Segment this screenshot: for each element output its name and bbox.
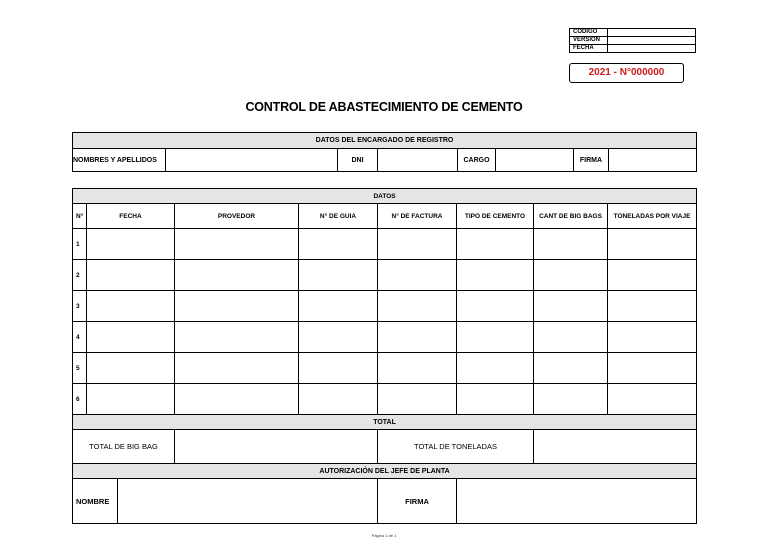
cell-fecha[interactable]	[87, 260, 175, 291]
jefe-firma-label: FIRMA	[378, 479, 457, 524]
cell-big-bags[interactable]	[534, 322, 608, 353]
cell-big-bags[interactable]	[534, 353, 608, 384]
total-big-bag-field[interactable]	[175, 430, 378, 464]
cell-toneladas[interactable]	[608, 353, 697, 384]
datos-table	[72, 188, 697, 524]
cell-provedor[interactable]	[175, 291, 299, 322]
table-row	[73, 291, 697, 322]
cell-guia[interactable]	[299, 260, 378, 291]
autorizacion-heading: AUTORIZACIÓN DEL JEFE DE PLANTA	[73, 464, 697, 479]
cell-toneladas[interactable]	[608, 260, 697, 291]
jefe-nombre-label: NOMBRE	[73, 479, 118, 524]
cell-provedor[interactable]	[175, 229, 299, 260]
cell-tipo-cemento[interactable]	[457, 229, 534, 260]
registro-heading: DATOS DEL ENCARGADO DE REGISTRO	[73, 133, 697, 149]
firma-field[interactable]	[609, 149, 697, 172]
column-header-numero: N°	[73, 204, 87, 229]
cell-factura[interactable]	[378, 322, 457, 353]
total-big-bag-label: TOTAL DE BIG BAG	[73, 430, 175, 464]
serial-number-badge: 2021 - N°000000	[569, 63, 684, 83]
cargo-field[interactable]	[496, 149, 574, 172]
total-heading: TOTAL	[73, 415, 697, 430]
nombres-label: NOMBRES Y APELLIDOS	[73, 149, 166, 172]
firma-label: FIRMA	[574, 149, 609, 172]
column-header-fecha: FECHA	[87, 204, 175, 229]
column-header-big-bags: CANT DE BIG BAGS	[534, 204, 608, 229]
cell-fecha[interactable]	[87, 291, 175, 322]
cell-fecha[interactable]	[87, 353, 175, 384]
table-row	[73, 260, 697, 291]
cell-toneladas[interactable]	[608, 322, 697, 353]
row-number: 6	[73, 384, 87, 415]
cell-factura[interactable]	[378, 353, 457, 384]
cell-factura[interactable]	[378, 384, 457, 415]
cell-factura[interactable]	[378, 291, 457, 322]
table-row	[73, 322, 697, 353]
cell-tipo-cemento[interactable]	[457, 291, 534, 322]
cell-big-bags[interactable]	[534, 260, 608, 291]
cell-guia[interactable]	[299, 291, 378, 322]
fecha-value[interactable]	[608, 45, 696, 53]
cell-guia[interactable]	[299, 322, 378, 353]
jefe-nombre-field[interactable]	[118, 479, 378, 524]
dni-field[interactable]	[378, 149, 458, 172]
cell-toneladas[interactable]	[608, 384, 697, 415]
cell-provedor[interactable]	[175, 322, 299, 353]
row-number: 1	[73, 229, 87, 260]
total-toneladas-label: TOTAL DE TONELADAS	[378, 430, 534, 464]
total-toneladas-field[interactable]	[534, 430, 697, 464]
cell-tipo-cemento[interactable]	[457, 260, 534, 291]
column-header-tipo-cemento: TIPO DE CEMENTO	[457, 204, 534, 229]
cell-fecha[interactable]	[87, 229, 175, 260]
row-number: 4	[73, 322, 87, 353]
cell-big-bags[interactable]	[534, 291, 608, 322]
row-number: 5	[73, 353, 87, 384]
cell-fecha[interactable]	[87, 384, 175, 415]
table-row	[73, 384, 697, 415]
datos-heading: DATOS	[73, 189, 697, 204]
column-header-toneladas: TONELADAS POR VIAJE	[608, 204, 697, 229]
version-label: VERSIÓN	[570, 37, 608, 45]
cell-guia[interactable]	[299, 384, 378, 415]
cell-big-bags[interactable]	[534, 229, 608, 260]
cell-toneladas[interactable]	[608, 291, 697, 322]
cell-fecha[interactable]	[87, 322, 175, 353]
dni-label: DNI	[338, 149, 378, 172]
cargo-label: CARGO	[458, 149, 496, 172]
jefe-firma-field[interactable]	[457, 479, 697, 524]
row-number: 2	[73, 260, 87, 291]
cell-provedor[interactable]	[175, 384, 299, 415]
document-code-box	[569, 28, 696, 53]
cell-factura[interactable]	[378, 260, 457, 291]
table-row	[73, 229, 697, 260]
nombres-field[interactable]	[166, 149, 338, 172]
cell-provedor[interactable]	[175, 260, 299, 291]
fecha-label: FECHA	[570, 45, 608, 53]
cell-toneladas[interactable]	[608, 229, 697, 260]
column-header-factura: N° DE FACTURA	[378, 204, 457, 229]
cell-big-bags[interactable]	[534, 384, 608, 415]
cell-tipo-cemento[interactable]	[457, 322, 534, 353]
cell-tipo-cemento[interactable]	[457, 384, 534, 415]
cell-provedor[interactable]	[175, 353, 299, 384]
cell-guia[interactable]	[299, 353, 378, 384]
version-value[interactable]	[608, 37, 696, 45]
codigo-value[interactable]	[608, 29, 696, 37]
column-header-provedor: PROVEDOR	[175, 204, 299, 229]
column-header-guia: N° DE GUIA	[299, 204, 378, 229]
cell-factura[interactable]	[378, 229, 457, 260]
registro-table	[72, 132, 697, 172]
cell-tipo-cemento[interactable]	[457, 353, 534, 384]
page-footer: Página 1 de 1	[371, 533, 397, 538]
page-title: CONTROL DE ABASTECIMIENTO DE CEMENTO	[245, 100, 523, 114]
cell-guia[interactable]	[299, 229, 378, 260]
table-row	[73, 353, 697, 384]
row-number: 3	[73, 291, 87, 322]
codigo-label: CÓDIGO	[570, 29, 608, 37]
